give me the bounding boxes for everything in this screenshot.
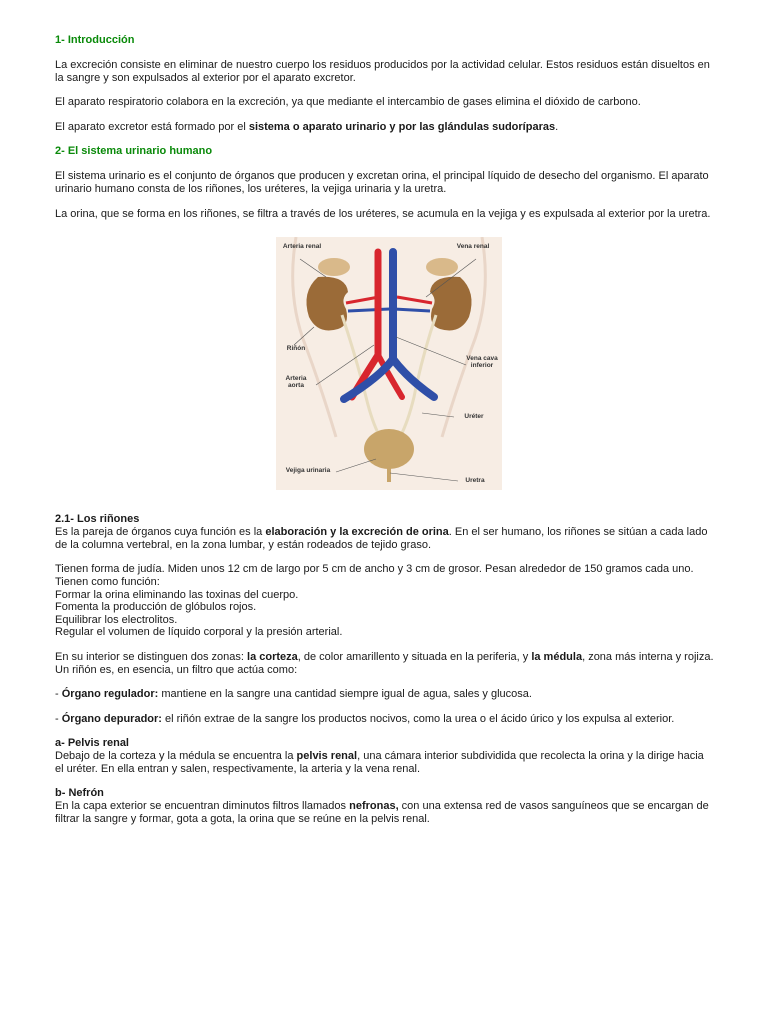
label-ureter: Uréter xyxy=(464,413,484,421)
urinary-system-figure xyxy=(276,237,502,490)
label-uretra: Uretra xyxy=(465,477,485,485)
pelvis-text-1: Debajo de la corteza y la médula se encuentra la xyxy=(55,750,297,763)
purifier-paragraph xyxy=(55,713,715,726)
intro-paragraph-2: El aparato respiratorio colabora en la excreción, ya que mediante el intercambio de gases elimina el dióxido de carbono. xyxy=(55,96,641,109)
regulator-text: mantiene en la sangre una cantidad siempre igual de agua, sales y glucosa. xyxy=(158,688,532,701)
kidneys-line-shape: Tienen forma de judía. Miden unos 12 cm de largo por 5 cm de ancho y 3 cm de grosor. Pesan alrededor de 150 gramos cada uno. xyxy=(55,563,694,576)
intro-paragraph-3 xyxy=(55,121,715,134)
kidneys-p1-text: Es la pareja de órganos cuya función es la xyxy=(55,526,266,539)
intro-p3-bold: sistema o aparato urinario y por las glándulas sudoríparas xyxy=(248,120,556,133)
nefron-text-1: En la capa exterior se encuentran diminutos filtros llamados xyxy=(55,800,350,813)
kidneys-paragraph-1 xyxy=(55,526,715,551)
intro-heading: 1- Introducción xyxy=(55,34,135,46)
kidneys-details xyxy=(55,563,715,639)
intro-p3-end: . xyxy=(555,120,559,133)
pelvis-text-2: , una cámara interior subdividida que recolecta la orina y la dirige hacia el uréter. En ella entran y salen, respectivamente, la arteria y la vena renal. xyxy=(55,750,704,775)
zones-text-2: , de color amarillento y situada en la periferia, y xyxy=(297,650,532,663)
intro-paragraph-1: La excreción consiste en eliminar de nuestro cuerpo los residuos producidos por la actividad celular. Estos residuos están disueltos en la sangre y son expulsados al exterior por el aparato excretor. xyxy=(55,59,710,84)
label-rinon: Riñón xyxy=(286,345,306,353)
nefron-text-2: con una extensa red de vasos sanguíneos que se encargan de filtrar la sangre y formar, gota a gota, la orina que se reúne en la pelvis renal. xyxy=(55,800,709,826)
label-vejiga: Vejiga urinaria xyxy=(285,467,331,475)
zones-bold-medula: la médula xyxy=(531,650,583,663)
zones-paragraph xyxy=(55,651,715,676)
zones-text-3: , zona más interna y rojiza. Un riñón es, en esencia, un filtro que actúa como: xyxy=(55,650,714,676)
kidneys-line-function-4: Regular el volumen de líquido corporal y la presión arterial. xyxy=(55,626,343,639)
label-arteria-renal: Arteria renal xyxy=(282,243,322,251)
nefron-bold: nefronas, xyxy=(349,800,399,813)
zones-text-1: En su interior se distinguen dos zonas: xyxy=(55,650,248,663)
purifier-text: el riñón extrae de la sangre los productos nocivos, como la urea o el ácido úrico y los expulsa al exterior. xyxy=(161,712,675,725)
regulator-dash: - xyxy=(55,688,62,701)
regulator-paragraph xyxy=(55,688,715,701)
regulator-bold: Órgano regulador: xyxy=(61,688,159,701)
kidneys-line-function-intro: Tienen como función: xyxy=(55,575,160,588)
label-vena-cava: Vena cava inferior xyxy=(466,355,498,370)
purifier-dash: - xyxy=(55,712,62,725)
pelvis-bold: pelvis renal xyxy=(296,750,358,763)
label-vena-renal: Vena renal xyxy=(456,243,490,251)
urinary-paragraph-2: La orina, que se forma en los riñones, se filtra a través de los uréteres, se acumula en la vejiga y es expulsada al exterior por la uretra. xyxy=(55,207,711,220)
purifier-bold: Órgano depurador: xyxy=(61,712,162,725)
intro-p3-text: El aparato excretor está formado por el xyxy=(55,120,249,133)
zones-bold-corteza: la corteza xyxy=(247,650,298,663)
pelvis-heading: a- Pelvis renal xyxy=(55,737,129,750)
kidneys-line-function-2: Fomenta la producción de glóbulos rojos. xyxy=(55,601,257,614)
pelvis-paragraph xyxy=(55,750,715,775)
document-content xyxy=(55,34,715,826)
kidneys-line-function-1: Formar la orina eliminando las toxinas del cuerpo. xyxy=(55,588,299,601)
kidneys-p1-end: . En el ser humano, los riñones se sitúan a cada lado de la columna vertebral, en la zona lumbar, y están rodeados de tejido graso. xyxy=(55,526,708,551)
urinary-paragraph-1: El sistema urinario es el conjunto de órganos que producen y excretan orina, el principal líquido de desecho del organismo. El aparato urinario humano consta de los riñones, los uréteres, la vejiga urinaria y la uretra. xyxy=(55,170,709,195)
label-arteria-aorta: Arteria aorta xyxy=(285,375,307,390)
nefron-heading: b- Nefrón xyxy=(55,787,104,800)
nefron-paragraph xyxy=(55,800,715,825)
kidneys-heading: 2.1- Los riñones xyxy=(55,513,140,526)
kidneys-p1-bold: elaboración y la excreción de orina xyxy=(265,526,449,539)
kidneys-line-function-3: Equilibrar los electrolitos. xyxy=(55,613,178,626)
urinary-heading: 2- El sistema urinario humano xyxy=(55,145,213,158)
